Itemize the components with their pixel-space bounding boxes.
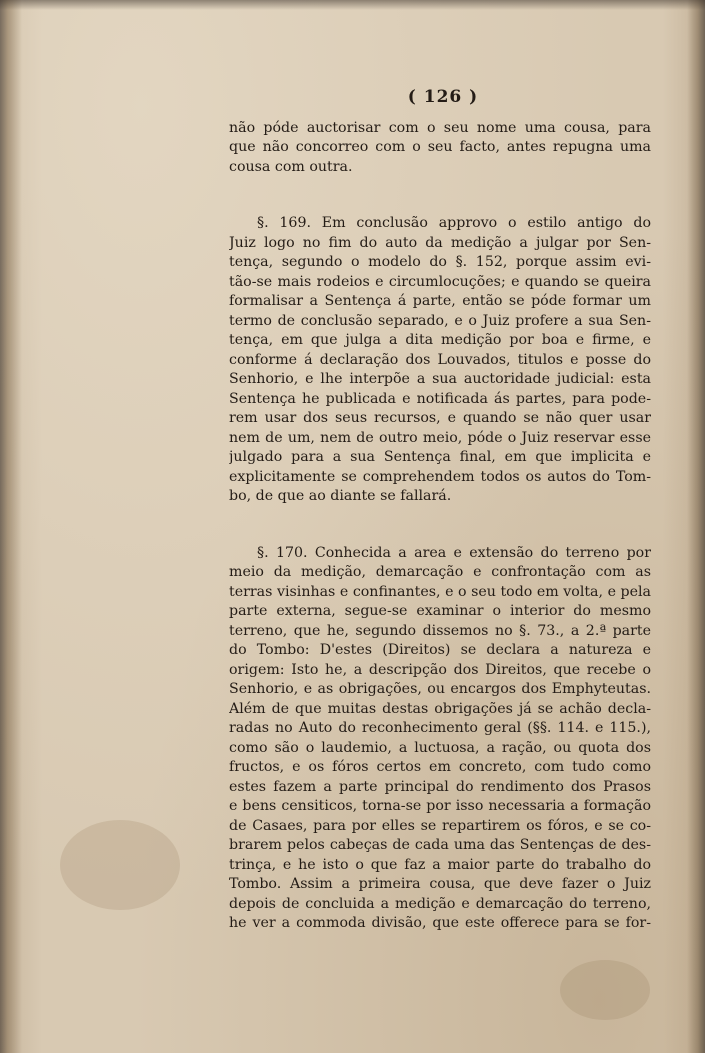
text-line: terras visinhas e confinantes, e o seu todo em volta, e pela (229, 583, 651, 600)
paragraph-continuation (229, 119, 651, 178)
paper-stain (60, 820, 180, 910)
text-line: Senhorio, e lhe interpõe a sua auctoridade judicial: esta (229, 371, 651, 387)
text-line: depois de concluida a medição e demarcação do terreno, (229, 895, 651, 912)
text-block (229, 88, 651, 934)
text-line: de Casaes, para por elles se repartirem os fóros, e se co- (229, 817, 651, 834)
text-line: conforme á declaração dos Louvados, titulos e posse do (229, 351, 651, 368)
paragraph-170 (229, 544, 651, 934)
text-line: §. 170. Conhecida a area e extensão do terreno por (257, 544, 651, 561)
text-line: nem de um, nem de outro meio, póde o Juiz reservar esse (229, 429, 651, 446)
text-line: fructos, e os fóros certos em concreto, com tudo como (229, 759, 651, 775)
page-left-edge-shadow (0, 0, 22, 1053)
text-line: brarem pelos cabeças de cada uma das Sentenças de des- (229, 837, 651, 853)
text-line: origem: Isto he, a descripção dos Direitos, que recebe o (229, 661, 651, 678)
text-line: e bens censiticos, torna-se por isso necessaria a formação (229, 798, 651, 814)
page-right-edge-shadow (687, 0, 705, 1053)
text-line: que não concorreo com o seu facto, antes repugna uma (229, 139, 651, 155)
text-line: tão-se mais rodeios e circumlocuções; e quando se queira (229, 273, 651, 290)
text-line: do Tombo: D'estes (Direitos) se declara a natureza e (229, 642, 651, 658)
text-line: tença, segundo o modelo do §. 152, porque assim evi- (229, 254, 651, 270)
text-line: parte externa, segue-se examinar o interior do mesmo (229, 603, 651, 619)
text-line: §. 169. Em conclusão approvo o estilo antigo do (257, 215, 651, 231)
text-line: julgado para a sua Sentença final, em que implicita e (229, 449, 651, 465)
text-line: rem usar dos seus recursos, e quando se não quer usar (229, 410, 651, 426)
text-line: Juiz logo no fim do auto da medição a julgar por Sen- (229, 234, 651, 251)
text-line: meio da medição, demarcação e confrontação com as (229, 564, 651, 580)
text-line: Além de que muitas destas obrigações já se achão decla- (229, 700, 651, 717)
text-line: cousa com outra. (229, 158, 353, 175)
text-line: estes fazem a parte principal do rendimento dos Prasos (229, 778, 651, 795)
text-line: terreno, que he, segundo dissemos no §. 73., a 2.ª parte (229, 622, 651, 639)
page-number: ( 126 ) (407, 87, 479, 107)
text-line: formalisar a Sentença á parte, então se póde formar um (229, 293, 651, 309)
text-line: bo, de que ao diante se fallará. (229, 488, 452, 504)
text-line: tença, em que julga a dita medição por boa e firme, e (229, 332, 651, 348)
text-line: Sentença he publicada e notificada ás partes, para pode- (229, 390, 651, 407)
paper-stain (560, 960, 650, 1020)
text-line: he ver a commoda divisão, que este offerece para se for- (229, 915, 651, 931)
paragraph-169 (229, 214, 651, 507)
page-top-edge-shadow (0, 0, 705, 10)
text-line: termo de conclusão separado, e o Juiz profere a sua Sen- (229, 312, 651, 329)
text-line: explicitamente se comprehendem todos os autos do Tom- (229, 468, 651, 485)
text-line: Senhorio, e as obrigações, ou encargos dos Emphyteutas. (229, 681, 651, 697)
text-line: Tombo. Assim a primeira cousa, que deve fazer o Juiz (229, 876, 651, 892)
text-line: como são o laudemio, a luctuosa, a ração, ou quota dos (229, 739, 651, 756)
text-line: não póde auctorisar com o seu nome uma cousa, para (229, 119, 651, 136)
text-line: radas no Auto do reconhecimento geral (§§. 114. e 115.), (229, 720, 651, 736)
text-line: trinça, e he isto o que faz a maior parte do trabalho do (229, 856, 651, 873)
